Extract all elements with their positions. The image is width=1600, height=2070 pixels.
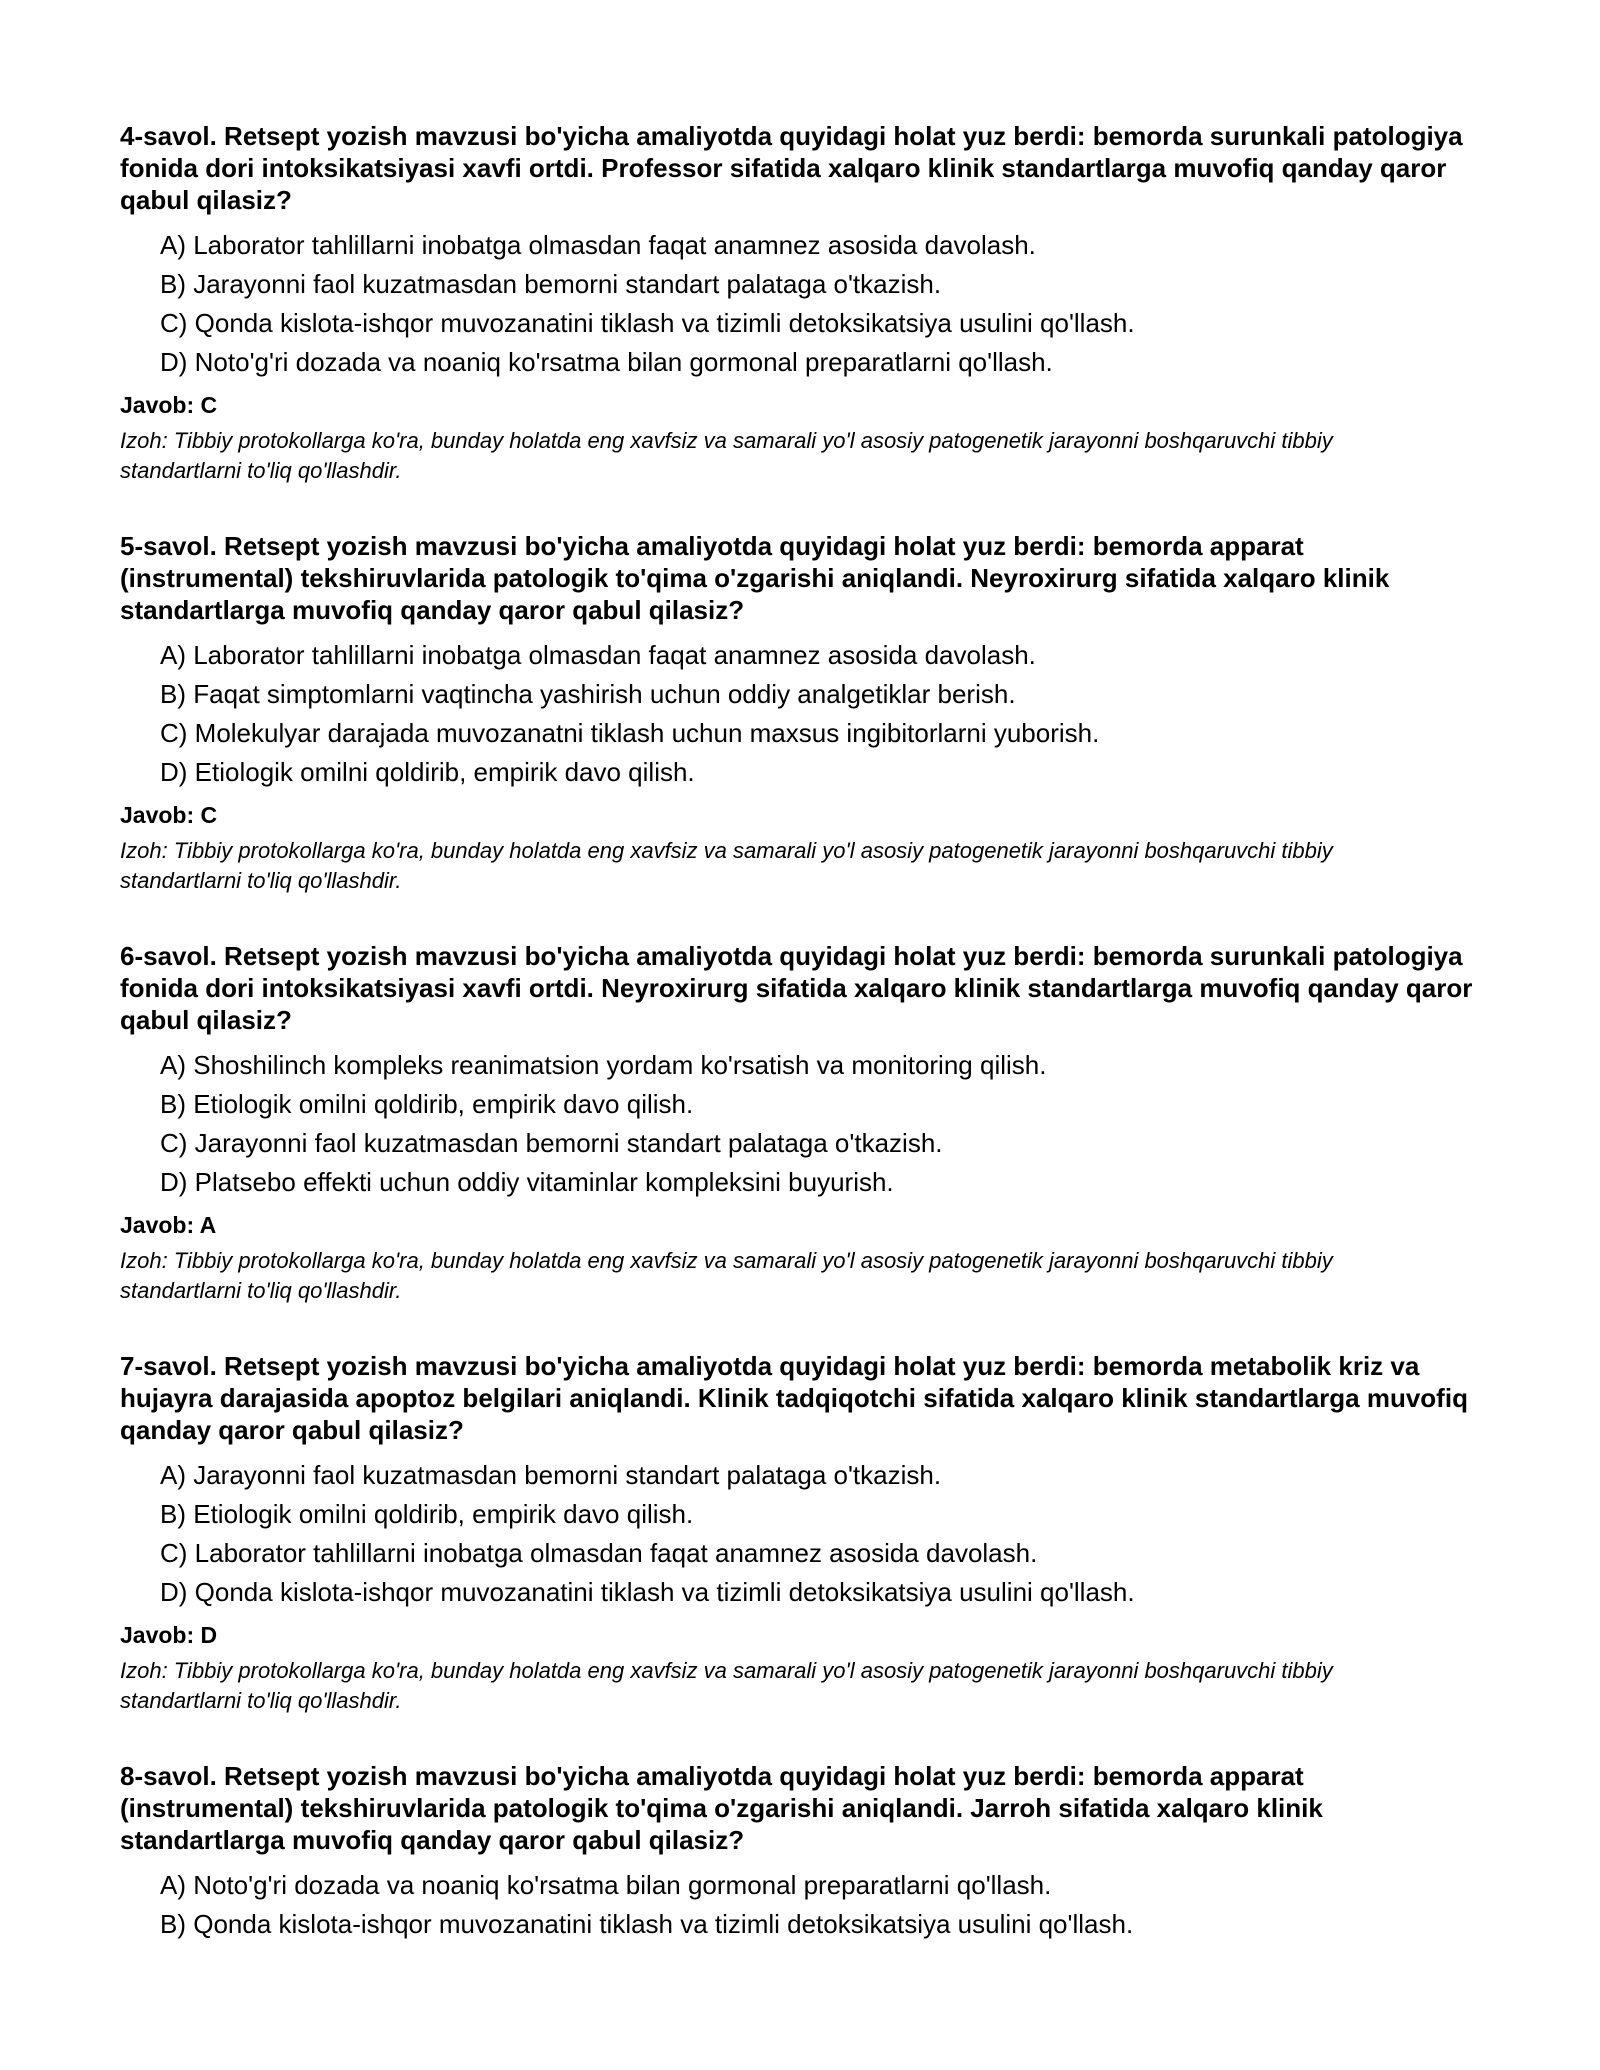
explanation-note: Izoh: Tibbiy protokollarga ko'ra, bunday holatda eng xavfsiz va samarali yo'l asosiy patogenetik jarayonni boshqaruvchi tibbiy standartlarni to'liq qo'llashdir.: [120, 1248, 1333, 1303]
explanation-note: Izoh: Tibbiy protokollarga ko'ra, bunday holatda eng xavfsiz va samarali yo'l asosiy patogenetik jarayonni boshqaruvchi tibbiy standartlarni to'liq qo'llashdir.: [120, 1658, 1333, 1713]
option-b: B) Etiologik omilni qoldirib, empirik davo qilish.: [160, 1499, 694, 1529]
question-block: [120, 120, 1480, 486]
option-a: A) Shoshilinch kompleks reanimatsion yordam ko'rsatish va monitoring qilish.: [160, 1050, 1047, 1080]
answer-label: Javob: C: [120, 392, 218, 418]
option-c: C) Laborator tahlillarni inobatga olmasdan faqat anamnez asosida davolash.: [160, 1538, 1038, 1568]
option-a: A) Laborator tahlillarni inobatga olmasdan faqat anamnez asosida davolash.: [160, 230, 1036, 260]
question-block: [120, 1760, 1480, 1944]
options-list: [120, 636, 1480, 792]
option-b: B) Etiologik omilni qoldirib, empirik davo qilish.: [160, 1089, 694, 1119]
question-title: 7-savol. Retsept yozish mavzusi bo'yicha amaliyotda quyidagi holat yuz berdi: bemorda metabolik kriz va hujayra darajasida apoptoz belgilari aniqlandi. Klinik tadqiqotchi sifatida xalqaro klinik standartlarga muvofiq qanday qaror qabul qilasiz?: [120, 1351, 1468, 1445]
question-title: 8-savol. Retsept yozish mavzusi bo'yicha amaliyotda quyidagi holat yuz berdi: bemorda apparat (instrumental) tekshiruvlarida patologik to'qima o'zgarishi aniqlandi. Jarroh sifatida xalqaro klinik standartlarga muvofiq qanday qaror qabul qilasiz?: [120, 1761, 1323, 1855]
answer-label: Javob: A: [120, 1212, 217, 1238]
question-block: [120, 1350, 1480, 1716]
option-a: A) Laborator tahlillarni inobatga olmasdan faqat anamnez asosida davolash.: [160, 640, 1036, 670]
option-a: A) Noto'g'ri dozada va noaniq ko'rsatma bilan gormonal preparatlarni qo'llash.: [160, 1870, 1052, 1900]
document-page: [120, 120, 1480, 1988]
option-c: C) Jarayonni faol kuzatmasdan bemorni standart palataga o'tkazish.: [160, 1128, 943, 1158]
options-list: [120, 1866, 1480, 1944]
question-title: 5-savol. Retsept yozish mavzusi bo'yicha amaliyotda quyidagi holat yuz berdi: bemorda apparat (instrumental) tekshiruvlarida patologik to'qima o'zgarishi aniqlandi. Neyroxirurg sifatida xalqaro klinik standartlarga muvofiq qanday qaror qabul qilasiz?: [120, 531, 1390, 625]
option-c: C) Molekulyar darajada muvozanatni tiklash uchun maxsus ingibitorlarni yuborish.: [160, 718, 1100, 748]
question-block: [120, 530, 1480, 896]
options-list: [120, 1456, 1480, 1612]
options-list: [120, 226, 1480, 382]
option-b: B) Qonda kislota-ishqor muvozanatini tiklash va tizimli detoksikatsiya usulini qo'llash.: [160, 1909, 1134, 1939]
option-a: A) Jarayonni faol kuzatmasdan bemorni standart palataga o'tkazish.: [160, 1460, 942, 1490]
answer-label: Javob: D: [120, 1622, 218, 1648]
option-d: D) Platsebo effekti uchun oddiy vitaminlar kompleksini buyurish.: [160, 1167, 894, 1197]
option-b: B) Faqat simptomlarni vaqtincha yashirish uchun oddiy analgetiklar berish.: [160, 679, 1016, 709]
question-title: 4-savol. Retsept yozish mavzusi bo'yicha amaliyotda quyidagi holat yuz berdi: bemorda surunkali patologiya fonida dori intoksikatsiyasi xavfi ortdi. Professor sifatida xalqaro klinik standartlarga muvofiq qanday qaror qabul qilasiz?: [120, 121, 1463, 215]
explanation-note: Izoh: Tibbiy protokollarga ko'ra, bunday holatda eng xavfsiz va samarali yo'l asosiy patogenetik jarayonni boshqaruvchi tibbiy standartlarni to'liq qo'llashdir.: [120, 428, 1333, 483]
option-d: D) Noto'g'ri dozada va noaniq ko'rsatma bilan gormonal preparatlarni qo'llash.: [160, 347, 1053, 377]
answer-label: Javob: C: [120, 802, 218, 828]
question-title: 6-savol. Retsept yozish mavzusi bo'yicha amaliyotda quyidagi holat yuz berdi: bemorda surunkali patologiya fonida dori intoksikatsiyasi xavfi ortdi. Neyroxirurg sifatida xalqaro klinik standartlarga muvofiq qanday qaror qabul qilasiz?: [120, 941, 1473, 1035]
explanation-note: Izoh: Tibbiy protokollarga ko'ra, bunday holatda eng xavfsiz va samarali yo'l asosiy patogenetik jarayonni boshqaruvchi tibbiy standartlarni to'liq qo'llashdir.: [120, 838, 1333, 893]
option-b: B) Jarayonni faol kuzatmasdan bemorni standart palataga o'tkazish.: [160, 269, 942, 299]
option-d: D) Qonda kislota-ishqor muvozanatini tiklash va tizimli detoksikatsiya usulini qo'llash.: [160, 1577, 1135, 1607]
option-d: D) Etiologik omilni qoldirib, empirik davo qilish.: [160, 757, 695, 787]
options-list: [120, 1046, 1480, 1202]
question-block: [120, 940, 1480, 1306]
option-c: C) Qonda kislota-ishqor muvozanatini tiklash va tizimli detoksikatsiya usulini qo'llash.: [160, 308, 1135, 338]
